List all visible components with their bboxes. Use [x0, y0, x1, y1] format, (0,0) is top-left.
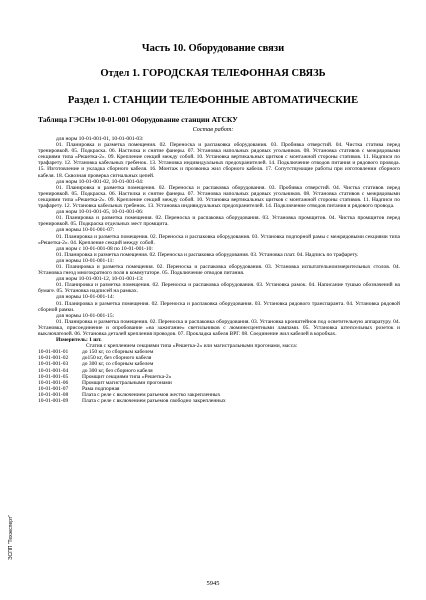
norm-label: для норм 10-01-001-12, 10-01-001-13:: [56, 276, 144, 283]
norm-label: для нормы 10-01-001-07:: [56, 227, 115, 234]
norm-description: до150 кг, без сборного кабеля: [82, 355, 152, 362]
work-text: 01. Планировка и разметка помещения. 02. Переноска и распаковка оборудования. 03. Установка подпорной рамы с межрядовыми секциями типа «Решетка-2». 04. Крепление секций между собой.: [38, 233, 400, 246]
norm-label: для норм 10-01-001-02, 10-01-001-04:: [56, 178, 144, 185]
measure-row: [38, 398, 400, 404]
work-text: 01. Планировка и разметка помещения. 02. Переноска и распаковка оборудования. 03. Установка рядового транспаранта. 04. Установка рядовой сборной рамки.: [38, 300, 400, 313]
department-heading: Отдел 1. ГОРОДСКАЯ ТЕЛЕФОННАЯ СВЯЗЬ: [100, 68, 326, 79]
norm-description: Рама подпорная: [82, 385, 120, 392]
norm-label: для нормы 10-01-001-15:: [56, 312, 115, 319]
norm-description: Промщит секциями типа «Решетка-2»: [82, 373, 172, 380]
norm-description: Промщит магистральными прогонами: [82, 379, 172, 386]
work-text: 01. Планировка и разметка помещения. 02. Переноска и распаковка оборудования. 03. Установка рамок. 04. Написание тушью обозначений на бумаге. 05. Установка надписей на рамках.: [38, 282, 400, 295]
work-text: 01. Планировка и разметка помещения. 02. Переноска и распаковка оборудования. 03. Установка промщитов. 04. Чистка промщитов перед тренировкой. 05. Подкраска отдельных мест промщита.: [38, 215, 400, 228]
norm-description: до 150 кг, со сборным кабелем: [82, 349, 154, 356]
norm-label: для норм 10-01-001-01, 10-01-001-03:: [56, 136, 144, 142]
work-content: [38, 136, 400, 404]
work-text: 01. Планировка и разметка помещения. 02. Переноска и распаковка оборудования. 03. Пробивка отверстий. 04. Чистка статива перед тренировкой. 05. Подкраска. 06. Настилка и снятие фанеры. 07. Установка напольных рядовых угольников. 08. Установка стативов с межрядовыми секциями типа «Решетка-2». 09. Крепление секций между собой. 10. Установка вертикальных щитков с монтажной стороны стативов. 11. Надписи по трафарету. 12. Установка кабельных гребенок. 13. Установка индивидуальных предохранителей. 14. Подключение отводов питания и рядового провода. 15. Изготовление и укладка сборного кабеля. 16. Монтаж и прозвонка жил сборного кабеля. 17. Сопутствующие работы при изготовлении сборного кабеля. 18. Сквозная проверка сигнальных цепей.: [38, 142, 400, 179]
norm-code: 10-01-001-08: [38, 391, 69, 398]
section-heading: Раздел 1. СТАНЦИИ ТЕЛЕФОННЫЕ АВТОМАТИЧЕСКИЕ: [67, 95, 359, 106]
norm-code: 10-01-001-03: [38, 361, 69, 368]
vertical-side-note: ЭСПП "Техэксперт": [8, 514, 14, 560]
norm-code: 10-01-001-07: [38, 385, 69, 392]
work-text: 01. Планировка и разметка помещения. 02. Переноска и распаковка оборудования. 03. Установка испытательноизмерительных столов. 04. Установка гнезд многократного поля в коммутаторе. 05. Подключение отводов питания.: [38, 263, 400, 277]
table-heading: Таблица ГЭСНм 10-01-001 Оборудование станции АТСКУ: [38, 115, 238, 124]
work-text: 01. Планировка и разметка помещения. 02. Переноска и распаковка оборудования. 03. Установка кронштейнов под осветительную аппаратуру. 04. Установка, присоединение и опробование «на зажигание» светильников с люминесцентными лампами. 05. Установка штепсельных розеток и выключателей. 06. Установка деталей крепления проводов. 07. Прокладка кабеля ВРГ. 08. Соединение жил кабелей в коробках.: [38, 318, 400, 337]
norm-description: Плата с реле с включением разъемов свободно закрепленных: [82, 398, 226, 405]
norm-description: до 300 кг, без сборного кабеля: [82, 367, 153, 374]
norm-description: до 300 кг, со сборным кабелем: [82, 361, 154, 368]
page-number: 5945: [206, 580, 220, 587]
norm-code: 10-01-001-06: [38, 379, 69, 386]
part-heading: Часть 10. Оборудование связи: [141, 43, 285, 54]
norm-label: для норм с 10-01-001-08 по 10-01-001-10:: [56, 245, 153, 252]
norm-code: 10-01-001-01: [38, 349, 69, 356]
measure-label: Измеритель: 1 шт.: [56, 337, 102, 344]
norm-code: 10-01-001-04: [38, 367, 69, 374]
work-text: 01. Планировка и разметка помещения. 02. Переноска и распаковка оборудования. 03. Установка плат. 04. Надпись по трафарету.: [56, 251, 359, 258]
norm-label: для норм 10-01-001-05, 10-01-001-06:: [56, 209, 144, 216]
work-composition-label: Состав работ:: [192, 126, 234, 133]
work-text: 01. Планировка и разметка помещения. 02. Переноска и распаковка оборудования. 03. Пробивка отверстий. 04. Чистка стативов перед тренировкой. 05. Подкраска. 06. Настилка и снятие фанеры. 07. Установка напольных рядовых угольников. 08. Установка стативов с межрядовыми секциями типа «Решетка-2». 09. Крепление секций между собой. 10. Установка вертикальных щитков с монтажной стороны стативов. 11. Надписи по трафарету. 12. Установка кабельных гребенок. 13. Установка индивидуальных предохранителей. 14. Подключение отводов питания и рядового провода.: [38, 184, 400, 210]
norm-code: 10-01-001-09: [38, 398, 69, 405]
norm-description: Плата с реле с включением разъемов жестко закрепленных: [82, 391, 221, 398]
norm-label: для нормы 10-01-001-14:: [56, 294, 115, 301]
norm-code: 10-01-001-05: [38, 373, 69, 380]
measure-header: Статив с креплением секциями типа «Решетка-2» или магистральными прогонами, масса:: [86, 343, 298, 350]
norm-label: для нормы 10-01-001-11:: [56, 257, 114, 264]
norm-code: 10-01-001-02: [38, 355, 69, 362]
